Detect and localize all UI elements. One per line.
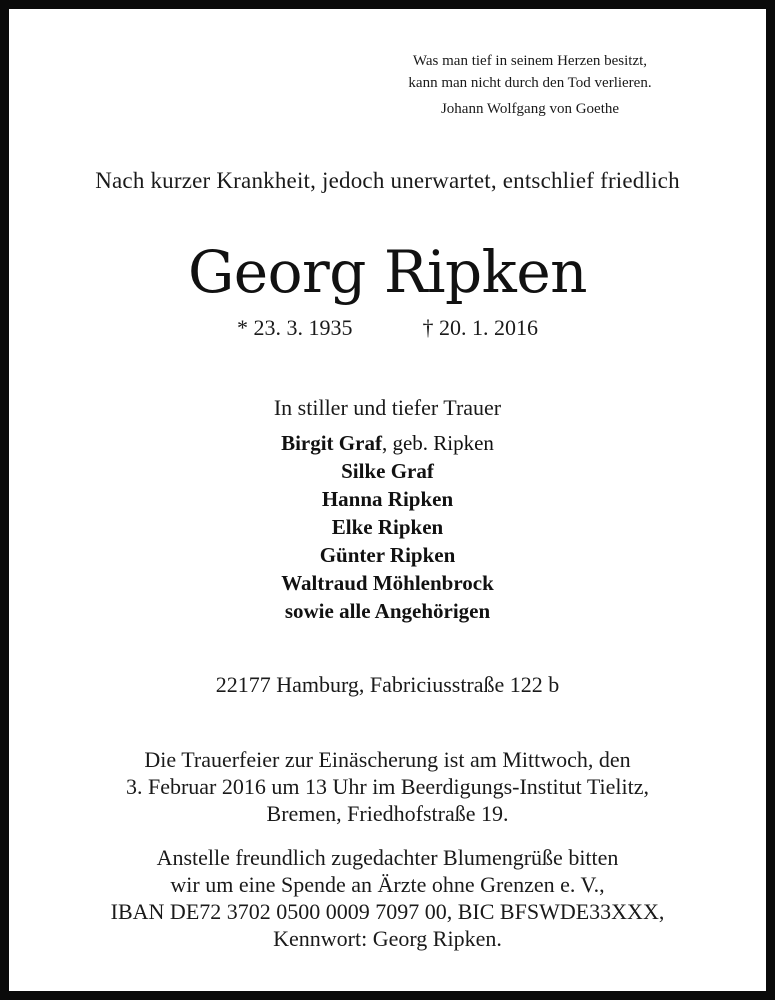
mourner-name: Birgit Graf (281, 431, 382, 455)
mourner-item (0, 569, 775, 597)
ceremony-line: Bremen, Friedhofstraße 19. (266, 801, 509, 826)
ceremony-line: Die Trauerfeier zur Einäscherung ist am Mittwoch, den (144, 747, 631, 772)
quote-line-1: Was man tief in seinem Herzen besitzt, (412, 53, 648, 69)
birth-date: * 23. 3. 1935 (237, 315, 353, 340)
donation-keyword: Kennwort: Georg Ripken. (273, 926, 502, 951)
mourner-name: Elke Ripken (331, 515, 444, 539)
intro-text: Nach kurzer Krankheit, jedoch unerwartet, entschlief friedlich (95, 168, 680, 193)
deceased-name: Georg Ripken (187, 238, 588, 306)
mourner-item (0, 429, 775, 457)
quote-line-2: kann man nicht durch den Tod verlieren. (408, 75, 652, 91)
mourner-item (0, 485, 775, 513)
donation-line: wir um eine Spende an Ärzte ohne Grenzen e. V., (170, 872, 605, 897)
mourners-list (0, 429, 775, 625)
mourner-name: Waltraud Möhlenbrock (281, 571, 494, 595)
mourner-name: sowie alle Angehörigen (284, 599, 491, 623)
mourner-name: Hanna Ripken (321, 487, 454, 511)
mourning-line: In stiller und tiefer Trauer (273, 395, 502, 420)
mourner-item (0, 457, 775, 485)
quote-author: Johann Wolfgang von Goethe (440, 101, 620, 117)
mourner-name: Silke Graf (341, 459, 434, 483)
donation-line: Anstelle freundlich zugedachter Blumengrüße bitten (156, 845, 619, 870)
life-dates (0, 315, 775, 341)
mourner-name: Günter Ripken (319, 543, 456, 567)
mourner-suffix: , geb. Ripken (381, 431, 494, 455)
goethe-quote (340, 50, 720, 120)
donation-bank-details: IBAN DE72 3702 0500 0009 7097 00, BIC BFSWDE33XXX, (110, 899, 665, 924)
mourner-item (0, 597, 775, 625)
ceremony-info (0, 746, 775, 827)
mourner-item (0, 541, 775, 569)
donation-info (0, 844, 775, 952)
family-address: 22177 Hamburg, Fabriciusstraße 122 b (215, 672, 560, 697)
ceremony-line: 3. Februar 2016 um 13 Uhr im Beerdigungs-Institut Tielitz, (125, 774, 650, 799)
mourner-item (0, 513, 775, 541)
death-date: † 20. 1. 2016 (422, 315, 538, 340)
